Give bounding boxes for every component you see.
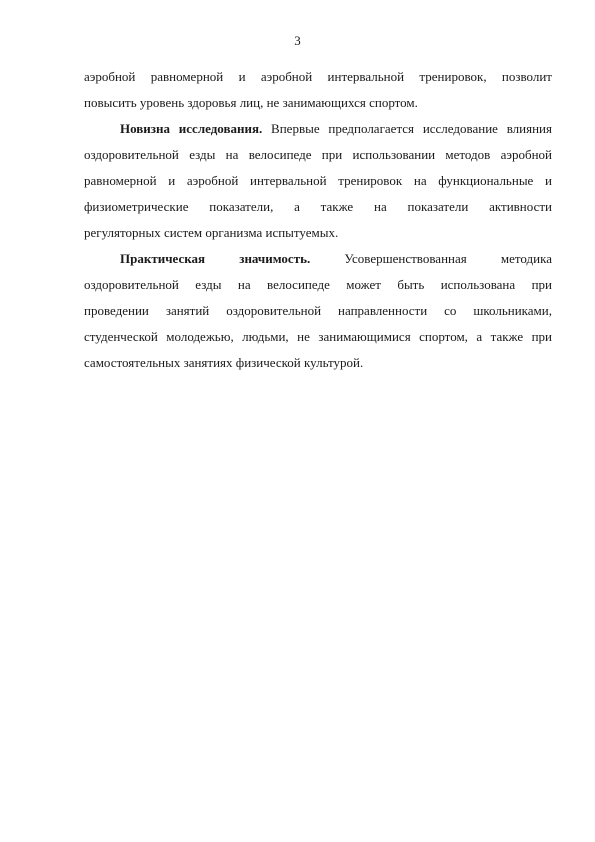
- text-fragment: Впервые предполагается исследование влияния: [262, 121, 552, 136]
- text-line: равномерной и аэробной интервальной тренировок на функциональные и: [84, 173, 552, 188]
- text-fragment: Усовершенствованная методика: [310, 251, 552, 266]
- text-line: аэробной равномерной и аэробной интервальной тренировок, позволит: [84, 69, 552, 84]
- paragraph-intro: [84, 64, 552, 116]
- text-line: самостоятельных занятиях физической культурой.: [84, 355, 364, 370]
- section-heading-practical: Практическая значимость.: [120, 251, 311, 266]
- text-line: оздоровительной езды на велосипеде может быть использована при: [84, 277, 552, 292]
- text-line: оздоровительной езды на велосипеде при использовании методов аэробной: [84, 147, 552, 162]
- document-body: [84, 64, 552, 376]
- text-line: проведении занятий оздоровительной направленности со школьниками,: [84, 303, 552, 318]
- text-line: [84, 246, 552, 272]
- text-line: регуляторных систем организма испытуемых.: [84, 225, 339, 240]
- text-line: физиометрические показатели, а также на показатели активности: [84, 199, 552, 214]
- text-line: студенческой молодежью, людьми, не занимающимися спортом, а также при: [84, 329, 552, 344]
- paragraph-novelty: [84, 116, 552, 246]
- text-line: повысить уровень здоровья лиц, не занимающихся спортом.: [84, 95, 418, 110]
- section-heading-novelty: Новизна исследования.: [120, 121, 263, 136]
- paragraph-practical-significance: [84, 246, 552, 376]
- text-line: [84, 116, 552, 142]
- page-number: 3: [294, 33, 301, 48]
